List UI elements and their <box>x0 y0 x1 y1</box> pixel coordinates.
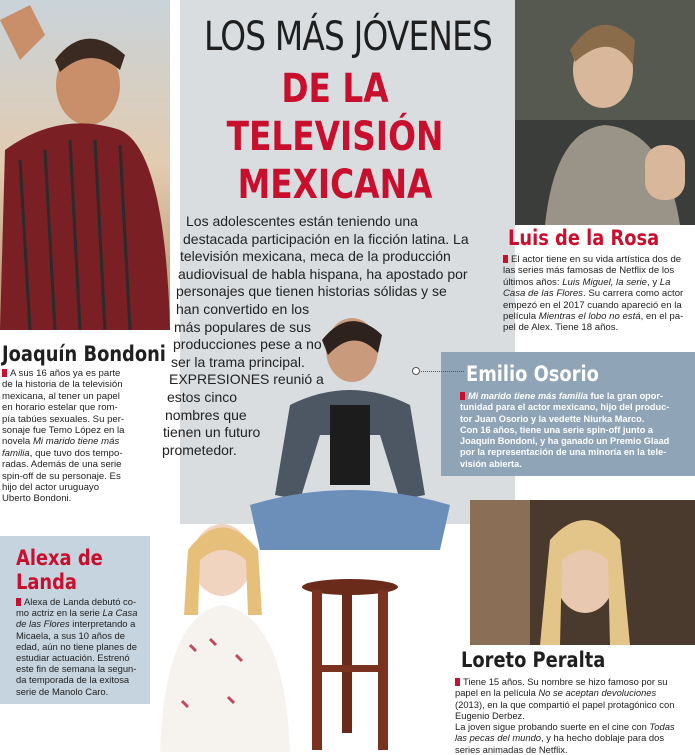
show-title: Mientras el lobo no está <box>538 311 641 323</box>
bio-line: Con 16 años, tiene una serie spin-off junto a <box>460 424 653 435</box>
joaquin-bio <box>2 368 172 505</box>
show-title: Mi marido tiene más familia <box>468 391 588 401</box>
bio-line: empezó en el 2017 cuando apareció en la <box>503 299 682 311</box>
bio-line: este fin de semana la segun- <box>16 663 137 675</box>
bio-line: da temporada de la exitosa <box>16 674 130 686</box>
bio-line: , en el pa- <box>640 311 684 323</box>
bio-line: por la representación de una minoría en la tele- <box>460 447 667 458</box>
loreto-photo <box>470 500 695 645</box>
intro-line: audiovisual de habla hispana, ha apostado por <box>178 265 468 282</box>
bullet-marker <box>503 255 508 263</box>
headline-line-2: DE LA <box>281 66 389 112</box>
intro-line: estos cinco <box>167 388 238 405</box>
show-title: La <box>659 276 671 288</box>
loreto-name: Loreto Peralta <box>461 648 606 672</box>
bio-line: . Su carrera como actor <box>582 288 684 300</box>
intro-line: producciones pese a no <box>173 336 322 353</box>
intro-line: prometedor. <box>162 441 237 458</box>
bio-line: (2013), en la que compartió el papel protagónico con <box>455 698 675 710</box>
bio-line: Micaela, a sus 10 años de <box>16 629 125 641</box>
bio-line: visión abierta. <box>460 458 522 469</box>
bio-line: Alexa de Landa debutó co- <box>24 596 137 607</box>
bio-line: El actor tiene en su vida artística dos de <box>511 254 682 265</box>
emilio-name: Emilio Osorio <box>466 362 599 386</box>
intro-line: EXPRESIONES reunió a <box>169 371 324 388</box>
bio-line: interpretando a <box>69 618 136 630</box>
luis-photo <box>515 0 695 225</box>
bio-line: en horario estelar que rom- <box>2 402 118 414</box>
bio-line: La joven sigue probando suerte en el cine con <box>455 721 650 733</box>
bio-line: de la historia de la televisión <box>2 379 123 391</box>
bio-line: Joaquín Bondoni, y ha ganado un Premio Glaad <box>460 436 670 447</box>
intro-line: Los adolescentes están teniendo una <box>186 213 418 229</box>
bio-line: últimos años: <box>503 276 563 288</box>
bio-line: estudiar actuación. Estrenó <box>16 652 130 664</box>
bio-line: tor Juan Osorio y la vedette Niurka Marco. <box>460 413 645 424</box>
intro-line: más populares de sus <box>174 318 311 335</box>
bio-line: , y ha hecho doblaje para dos <box>541 732 665 744</box>
headline-line-1: LOS MÁS JÓVENES <box>204 14 493 60</box>
bio-line: mexicana, al tener un papel <box>2 390 120 402</box>
joaquin-name: Joaquín Bondoni <box>2 342 166 366</box>
intro-line: ser la trama principal. <box>171 353 305 370</box>
show-title: Luis Miguel, la serie <box>562 276 647 288</box>
show-title: La Casa <box>102 607 138 619</box>
bio-line: series animadas de Netflix. <box>455 743 568 755</box>
bio-line: radas. Además de una serie <box>2 459 122 471</box>
intro-paragraph <box>162 213 469 459</box>
bio-line: novela <box>2 436 33 448</box>
bio-line: , y <box>647 276 660 288</box>
intro-line: personajes que tienen historias sólidas y se <box>176 283 447 300</box>
bio-line: las series más famosas de Netflix de los <box>503 265 675 277</box>
show-title: Mi marido tiene más <box>32 436 120 448</box>
headline-line-3: TELEVISIÓN <box>226 114 444 160</box>
emilio-bio <box>460 391 690 470</box>
emilio-connector-dot <box>412 367 420 375</box>
alexa-name-line-2: Landa <box>16 570 77 594</box>
bio-line: película <box>503 311 539 323</box>
luis-name: Luis de la Rosa <box>508 226 660 250</box>
bio-line: Uberto Bondoni. <box>2 493 72 505</box>
show-title: familia <box>2 447 30 459</box>
emilio-connector-line <box>418 371 464 372</box>
loreto-bio <box>455 676 693 755</box>
show-title: Todas <box>649 721 675 733</box>
bio-line: Eugenio Derbez. <box>455 709 525 721</box>
bio-line: tunidad para el actor mexicano, hijo del produc- <box>460 402 670 413</box>
bio-line: edad, aún no tiene planes de <box>16 640 137 652</box>
show-title: de las Flores <box>16 618 70 630</box>
bio-line: Tiene 15 años. Su nombre se hizo famoso por su <box>463 676 668 687</box>
intro-line: televisión mexicana, meca de la producción <box>180 248 451 265</box>
luis-bio <box>503 254 695 334</box>
intro-line: nombres que <box>165 406 247 423</box>
bio-line: , que tuvo dos tempo- <box>29 447 123 459</box>
bio-line: hijo del actor uruguayo <box>2 482 100 494</box>
bio-line: mo actriz en la serie <box>16 607 103 619</box>
alexa-name-line-1: Alexa de <box>16 546 103 570</box>
bullet-marker <box>2 369 7 377</box>
bio-line: sonaje fue Temo López en la <box>2 425 125 437</box>
bio-line: serie de Manolo Caro. <box>16 685 109 697</box>
bio-line: pía tabúes sexuales. Su per- <box>2 413 125 425</box>
show-title: No se aceptan devoluciones <box>538 687 657 699</box>
bullet-marker <box>460 392 465 400</box>
bio-line: spin-off de su personaje. Es <box>2 470 121 482</box>
bio-line: papel en la película <box>455 687 539 699</box>
show-title: las pecas del mundo <box>455 732 541 744</box>
joaquin-photo <box>0 0 170 330</box>
headline-line-4: MEXICANA <box>237 162 433 208</box>
alexa-bio <box>16 596 150 697</box>
bullet-marker <box>455 678 460 686</box>
intro-line: tienen un futuro <box>163 424 261 441</box>
intro-line: destacada participación en la ficción latina. La <box>183 230 469 247</box>
show-title: Casa de las Flores <box>503 288 583 300</box>
bio-line: pel de Alex. Tiene 18 años. <box>503 322 619 334</box>
bullet-marker <box>16 598 21 606</box>
bio-line: A sus 16 años ya es parte <box>10 368 121 379</box>
intro-line: han convertido en los <box>176 300 310 317</box>
bio-line: fue la gran opor- <box>588 391 664 401</box>
